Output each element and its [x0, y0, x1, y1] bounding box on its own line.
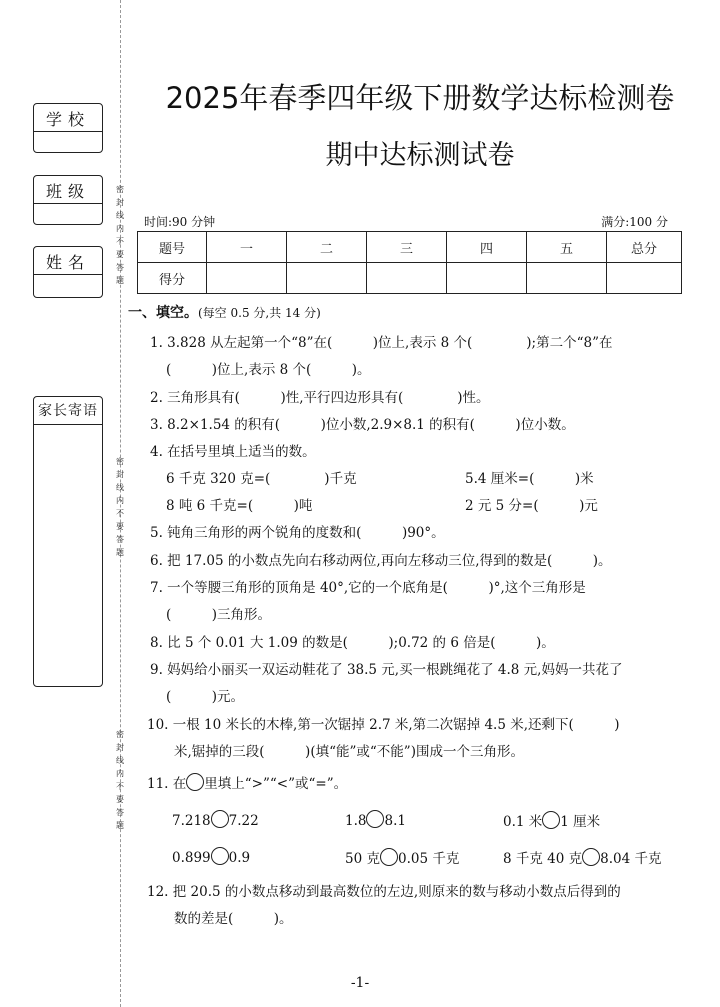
- question-11-prefix: 11. 在: [147, 776, 187, 792]
- question-1-line-2: ( )位上,表示 8 个( )。: [166, 362, 371, 378]
- table-cell: 五: [527, 232, 607, 263]
- name-label: 姓名: [34, 247, 102, 275]
- compare-circle-input[interactable]: [211, 810, 229, 828]
- compare-circle-input[interactable]: [211, 847, 229, 865]
- parent-message-box: [33, 396, 103, 687]
- exam-time: 时间:90 分钟: [144, 215, 216, 229]
- name-box: [33, 246, 103, 298]
- question-6: 6. 把 17.05 的小数点先向右移动两位,再向左移动三位,得到的数是( )。: [150, 553, 612, 569]
- school-label: 学校: [34, 104, 102, 132]
- question-4-item-d: 2 元 5 分=( )元: [465, 498, 598, 514]
- question-11: [147, 772, 347, 792]
- question-12-line-1: 12. 把 20.5 的小数点移动到最高数位的左边,则原来的数与移动小数点后得到的: [147, 884, 621, 900]
- compare-circle-input[interactable]: [582, 848, 600, 866]
- compare-item-6: [503, 847, 662, 867]
- question-1-line-1: 1. 3.828 从左起第一个“8”在( )位上,表示 8 个( );第二个“8”在: [150, 335, 613, 351]
- section-label: 一、填空。: [128, 305, 198, 321]
- question-4-item-c: 8 吨 6 千克=( )吨: [166, 498, 313, 514]
- compare-right: 7.22: [228, 813, 259, 829]
- parent-message-label: 家长寄语: [34, 397, 102, 425]
- compare-right: 1 厘米: [560, 814, 601, 830]
- table-cell: 题号: [138, 232, 207, 263]
- full-score: 满分:100 分: [601, 215, 668, 229]
- score-entry-cell[interactable]: [367, 263, 447, 294]
- question-10-line-2: 米,锯掉的三段( )(填“能”或“不能”)围成一个三角形。: [174, 744, 524, 760]
- page-number: -1-: [350, 975, 370, 991]
- score-entry-cell[interactable]: [207, 263, 287, 294]
- compare-circle-icon: [186, 773, 204, 791]
- question-7-line-2: ( )三角形。: [166, 607, 272, 623]
- compare-left: 8 千克 40 克: [503, 851, 583, 867]
- score-entry-cell[interactable]: [447, 263, 527, 294]
- compare-left: 0.899: [172, 850, 211, 866]
- table-row: [138, 263, 682, 294]
- seal-text-2: 密 封 线 内 不 要 答 题: [116, 457, 124, 557]
- compare-right: 0.9: [228, 850, 251, 866]
- section-heading: [128, 302, 321, 322]
- score-entry-cell[interactable]: [607, 263, 682, 294]
- table-cell: 一: [207, 232, 287, 263]
- question-4: 4. 在括号里填上适当的数。: [150, 444, 316, 460]
- question-7-line-1: 7. 一个等腰三角形的顶角是 40°,它的一个底角是( )°,这个三角形是: [150, 580, 586, 596]
- page-subtitle: 期中达标测试卷: [325, 140, 515, 171]
- table-cell: 三: [367, 232, 447, 263]
- compare-right: 8.1: [384, 813, 406, 829]
- section-note: (每空 0.5 分,共 14 分): [198, 306, 321, 320]
- compare-item-3: [503, 810, 600, 830]
- table-row: [138, 232, 682, 263]
- question-8: 8. 比 5 个 0.01 大 1.09 的数是( );0.72 的 6 倍是( )。: [150, 635, 555, 651]
- score-entry-cell[interactable]: [527, 263, 607, 294]
- compare-circle-input[interactable]: [380, 848, 398, 866]
- class-box: [33, 175, 103, 225]
- question-12-line-2: 数的差是( )。: [174, 911, 293, 927]
- compare-right: 8.04 千克: [600, 851, 662, 867]
- question-3: 3. 8.2×1.54 的积有( )位小数,2.9×8.1 的积有( )位小数。: [150, 417, 575, 433]
- school-box: [33, 103, 103, 153]
- compare-circle-input[interactable]: [542, 811, 560, 829]
- compare-left: 50 克: [345, 851, 380, 867]
- question-9-line-1: 9. 妈妈给小丽买一双运动鞋花了 38.5 元,买一根跳绳花了 4.8 元,妈妈一共花了: [150, 662, 623, 678]
- question-5: 5. 钝角三角形的两个锐角的度数和( )90°。: [150, 525, 445, 541]
- compare-circle-input[interactable]: [366, 810, 384, 828]
- question-4-item-b: 5.4 厘米=( )米: [465, 471, 594, 487]
- table-cell: 得分: [138, 263, 207, 294]
- compare-item-1: [172, 810, 259, 829]
- compare-left: 0.1 米: [503, 814, 543, 830]
- compare-item-5: [345, 847, 459, 867]
- compare-right: 0.05 千克: [397, 851, 460, 867]
- compare-left: 1.8: [345, 813, 367, 829]
- table-cell: 二: [287, 232, 367, 263]
- question-4-item-a: 6 千克 320 克=( )千克: [166, 471, 357, 487]
- compare-item-4: [172, 847, 250, 866]
- class-label: 班级: [34, 176, 102, 204]
- page-title: 2025年春季四年级下册数学达标检测卷: [165, 81, 675, 115]
- question-11-suffix: 里填上“>”“<”或“=”。: [204, 776, 348, 792]
- score-entry-cell[interactable]: [287, 263, 367, 294]
- compare-left: 7.218: [172, 813, 211, 829]
- question-9-line-2: ( )元。: [166, 689, 245, 705]
- compare-item-2: [345, 810, 406, 829]
- seal-text-3: 密 封 线 内 不 要 答 题: [116, 730, 124, 830]
- table-cell: 四: [447, 232, 527, 263]
- seal-text-1: 密 封 线 内 不 要 答 题: [116, 185, 124, 285]
- score-table: [137, 231, 682, 294]
- table-cell: 总分: [607, 232, 682, 263]
- question-2: 2. 三角形具有( )性,平行四边形具有( )性。: [150, 390, 490, 406]
- question-10-line-1: 10. 一根 10 米长的木棒,第一次锯掉 2.7 米,第二次锯掉 4.5 米,还剩下( ): [147, 717, 620, 733]
